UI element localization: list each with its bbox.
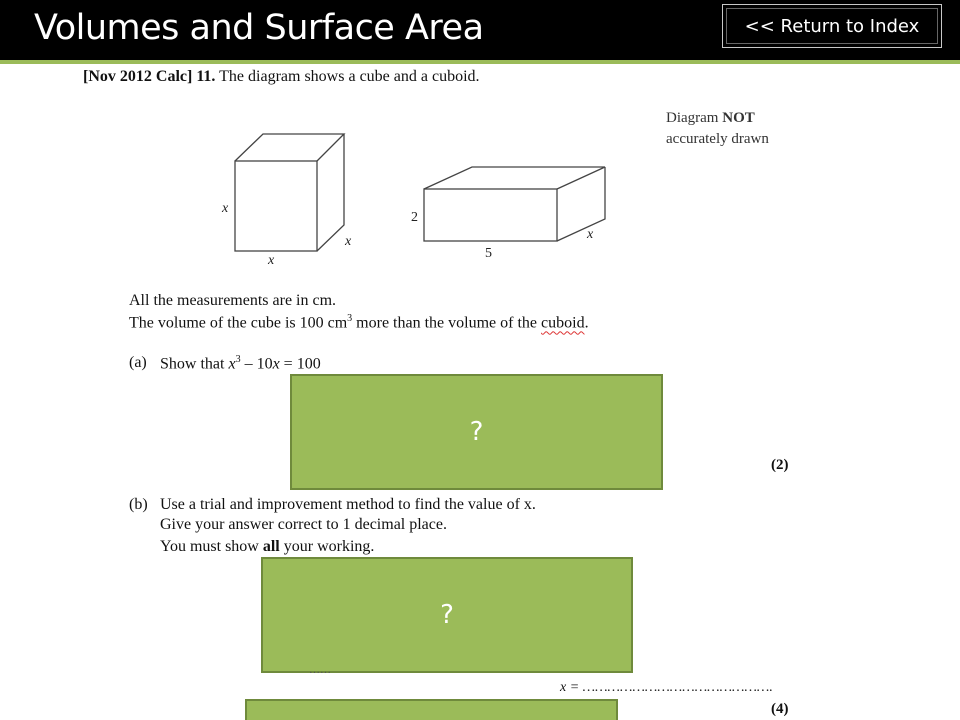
part-b-line3-b: your working. <box>279 538 375 555</box>
question-source: [Nov 2012 Calc] 11. <box>83 68 216 85</box>
part-b-line3-a: You must show <box>160 538 263 555</box>
part-b-line3-bold: all <box>262 538 280 555</box>
part-a-label: (a) <box>129 354 147 371</box>
answer-box-b[interactable]: ? <box>261 557 633 673</box>
part-a-equals: = 100 <box>279 355 321 373</box>
cube-depth-label: x <box>345 234 352 249</box>
cuboid-height-label: 2 <box>411 210 418 225</box>
cube-drawing <box>235 134 344 251</box>
volume-cubed: 3 <box>347 313 353 324</box>
part-b-label: (b) <box>129 496 148 513</box>
return-to-index-label[interactable]: << Return to Index <box>726 8 938 44</box>
part-a-x: x <box>228 355 236 373</box>
cuboid-depth-label: x <box>587 227 594 242</box>
volume-text-cuboid: cuboid <box>541 314 585 332</box>
part-a-show: Show that <box>160 355 229 373</box>
cube-height-label: x <box>222 201 229 216</box>
volume-text-b: more than the volume of the <box>352 314 538 332</box>
part-a-cube: 3 <box>235 354 241 365</box>
diagram-note-not: NOT <box>722 110 755 126</box>
diagram-note-word: Diagram <box>666 110 719 126</box>
cube-width-label: x <box>268 253 275 268</box>
part-a-minus: – 10 <box>240 355 273 373</box>
answer-box-a[interactable]: ? <box>290 374 663 490</box>
page-title: Volumes and Surface Area <box>34 8 484 48</box>
diagram-note-line2: accurately drawn <box>666 131 769 147</box>
part-b-marks: (4) <box>771 701 789 717</box>
answer-box-c[interactable] <box>245 699 618 720</box>
part-a-text <box>160 354 321 373</box>
x-answer-line: x = ………………………………………. <box>560 680 773 695</box>
part-b-line2: Give your answer correct to 1 decimal place. <box>160 516 447 533</box>
volume-statement: The volume of the cube is 100 $cm^3$ more than the volume of the cuboid. <box>129 313 589 332</box>
question-intro: The diagram shows a cube and a cuboid. <box>219 68 480 85</box>
part-b-line1: Use a trial and improvement method to find the value of x. <box>160 496 536 513</box>
volume-text-a: The volume of the cube is 100 cm <box>129 314 348 332</box>
working-dots: …… <box>309 664 331 676</box>
part-a-marks: (2) <box>771 457 789 473</box>
measurements-text: All the measurements are in cm. <box>129 292 337 309</box>
cuboid-drawing <box>424 167 605 241</box>
part-b-line3 <box>160 538 374 556</box>
cuboid-length-label: 5 <box>485 246 492 261</box>
part-a-x2: x <box>272 355 280 373</box>
